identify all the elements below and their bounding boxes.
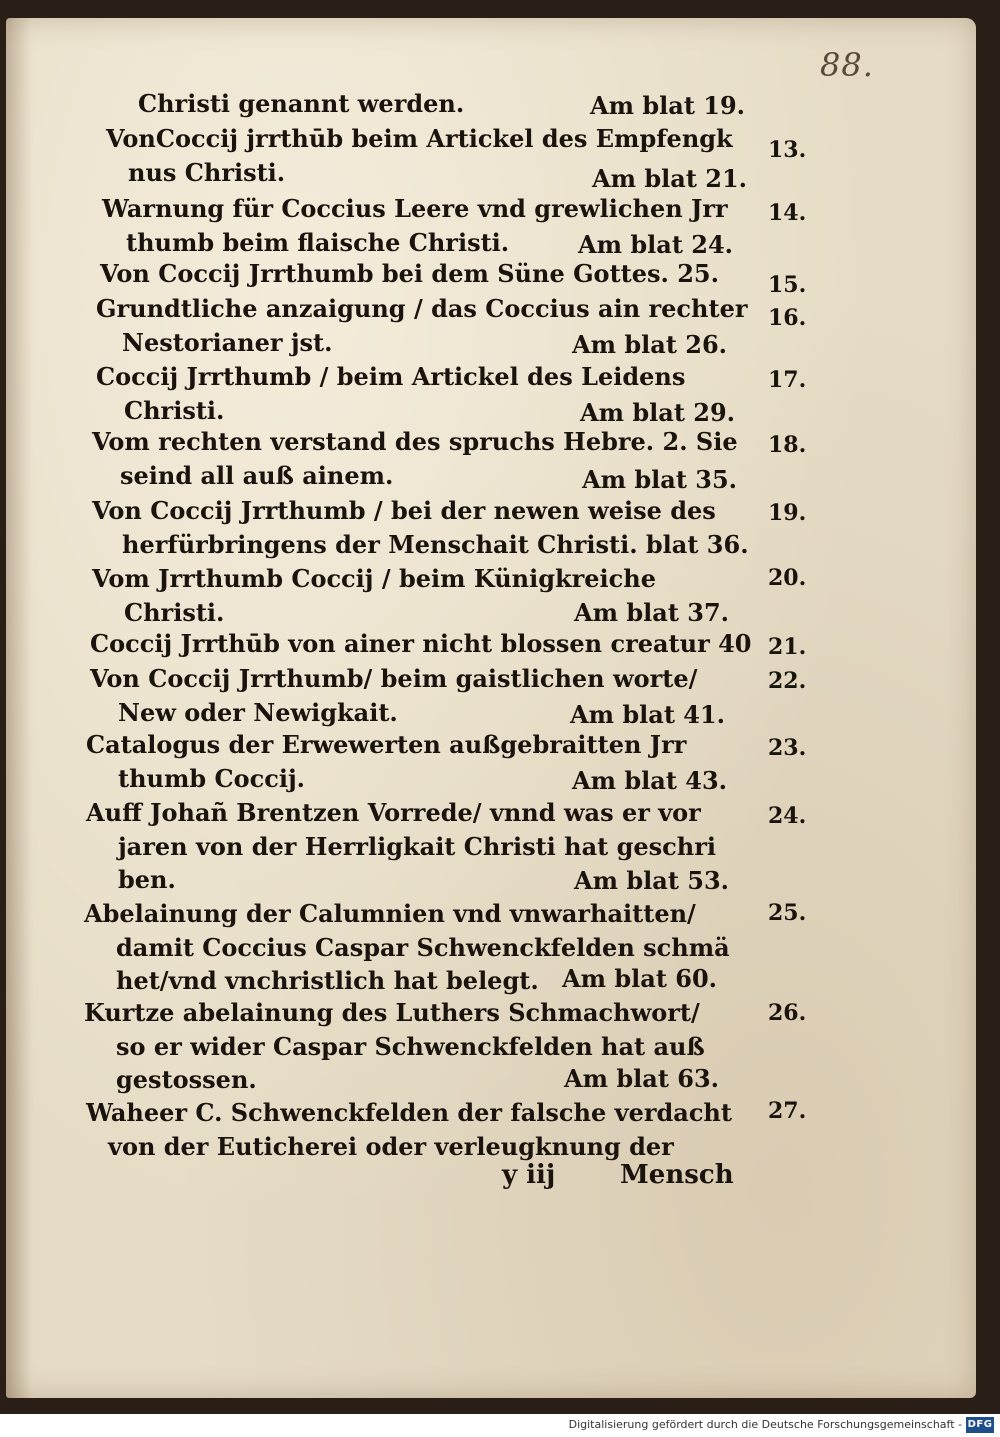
toc-entry-line: Von Coccij Jrrthumb bei dem Süne Gottes. 25.: [100, 259, 719, 288]
toc-entry-number: 27.: [768, 1098, 807, 1124]
toc-entry-line: Kurtze abelainung des Luthers Schmachwort/: [84, 998, 700, 1027]
toc-entry-number: 15.: [768, 272, 807, 298]
toc-entry-line: Warnung für Coccius Leere vnd grewlichen Jrr: [102, 194, 728, 223]
toc-entry-line: Waheer C. Schwenckfelden der falsche verdacht: [86, 1098, 732, 1127]
toc-entry: [100, 257, 719, 291]
toc-entry-line: ben.: [118, 865, 176, 895]
toc-entry-number: 19.: [768, 500, 807, 526]
footer-bar: [0, 1414, 1000, 1437]
toc-page-reference: Am blat 29.: [580, 398, 736, 427]
toc-entry-line: Christi.: [124, 597, 225, 627]
toc-entry-line: Grundtliche anzaigung / das Coccius ain rechter: [96, 294, 748, 323]
toc-entry-line: New oder Newigkait.: [118, 697, 398, 727]
toc-entry-line: nus Christi.: [128, 157, 286, 187]
toc-entry-line: gestossen.: [116, 1065, 257, 1095]
toc-entry-number: 20.: [768, 565, 807, 591]
toc-entry-number: 13.: [768, 137, 807, 163]
toc-entry-number: 26.: [768, 1000, 807, 1026]
dfg-logo-icon: DFG: [966, 1417, 994, 1433]
toc-entry: [86, 1096, 732, 1163]
toc-entry-number: 18.: [768, 432, 807, 458]
toc-entry: [92, 494, 749, 561]
toc-entry: [92, 562, 656, 629]
toc-entry-line: Von Coccij Jrrthumb/ beim gaistlichen worte/: [90, 664, 698, 693]
toc-page-reference: Am blat 37.: [574, 598, 730, 627]
toc-entry-line: VonCoccij jrrthūb beim Artickel des Empfengk: [106, 124, 733, 153]
toc-page-reference: Am blat 24.: [578, 230, 734, 259]
toc-entry-number: 16.: [768, 305, 807, 331]
toc-entry-number: 22.: [768, 668, 807, 694]
toc-entry-number: 14.: [768, 200, 807, 226]
toc-entry-line: Vom rechten verstand des spruchs Hebre. 2. Sie: [92, 427, 738, 456]
folio-number: 88.: [820, 46, 874, 84]
toc-entry-number: 21.: [768, 634, 807, 660]
toc-page-reference: Am blat 60.: [562, 964, 718, 993]
toc-entry-line: Christi genannt werden.: [138, 89, 465, 118]
toc-entry-line: von der Euticherei oder verleugknung der: [108, 1131, 674, 1161]
footer-credit: Digitalisierung gefördert durch die Deutsche Forschungsgemeinschaft -: [568, 1418, 962, 1431]
toc-entry-number: 25.: [768, 900, 807, 926]
toc-entry-line: so er wider Caspar Schwenckfelden hat auß: [116, 1031, 705, 1061]
toc-entry-line: Christi.: [124, 395, 225, 425]
toc-entry-line: damit Coccius Caspar Schwenckfelden schmä: [116, 932, 730, 962]
toc-entry-line: jaren von der Herrligkait Christi hat geschri: [118, 831, 716, 861]
toc-page-reference: Am blat 41.: [570, 700, 726, 729]
toc-entry-line: Abelainung der Calumnien vnd vnwarhaitten/: [84, 899, 696, 928]
toc-entry-line: seind all auß ainem.: [120, 460, 394, 490]
signature-mark: y iij: [502, 1160, 556, 1190]
toc-entry-line: Nestorianer jst.: [122, 327, 333, 357]
toc-entry-line: thumb beim flaische Christi.: [126, 227, 510, 257]
toc-entry-number: 17.: [768, 367, 807, 393]
toc-page-reference: Am blat 43.: [572, 766, 728, 795]
toc-page-reference: Am blat 19.: [590, 91, 746, 120]
toc-entry-number: 24.: [768, 803, 807, 829]
toc-entry-line: herfürbringens der Menschait Christi. blat 36.: [122, 529, 749, 559]
toc-entry-line: het/vnd vnchristlich hat belegt.: [116, 966, 539, 996]
toc-entry-line: Coccij Jrrthumb / beim Artickel des Leidens: [96, 362, 686, 391]
toc-entry-line: Catalogus der Erwewerten außgebraitten Jrr: [86, 730, 687, 759]
toc-page-reference: Am blat 63.: [564, 1064, 720, 1093]
toc-page-reference: Am blat 35.: [582, 465, 738, 494]
toc-page-reference: Am blat 53.: [574, 866, 730, 895]
toc-entry-line: thumb Coccij.: [118, 763, 306, 793]
toc-entry: [90, 627, 752, 661]
toc-entry-line: Auff Johañ Brentzen Vorrede/ vnnd was er vor: [86, 798, 701, 827]
toc-page-reference: Am blat 26.: [572, 330, 728, 359]
toc-entry-line: Von Coccij Jrrthumb / bei der newen weise des: [92, 496, 716, 525]
toc-page-reference: Am blat 21.: [592, 164, 748, 193]
toc-entry: [138, 87, 464, 121]
catchword: Mensch: [620, 1160, 734, 1190]
toc-entry-line: Coccij Jrrthūb von ainer nicht blossen creatur 40: [90, 629, 752, 658]
toc-entry-number: 23.: [768, 735, 807, 761]
toc-entry-line: Vom Jrrthumb Coccij / beim Künigkreiche: [92, 564, 656, 593]
